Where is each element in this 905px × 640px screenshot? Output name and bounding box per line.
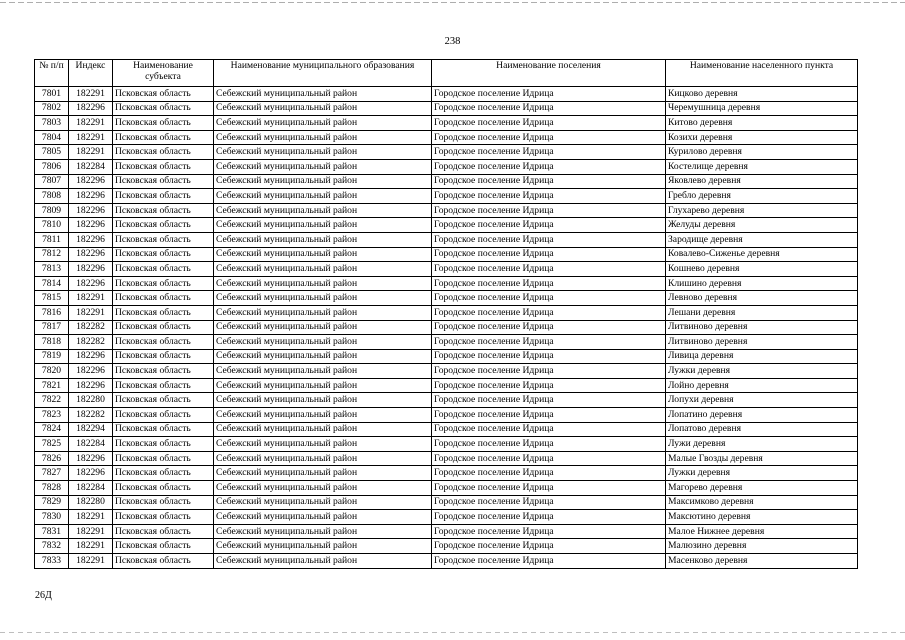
cell-number: 7814	[35, 276, 69, 291]
cell-locality: Малюзино деревня	[666, 539, 858, 554]
cell-number: 7815	[35, 291, 69, 306]
cell-settlement: Городское поселение Идрица	[432, 408, 666, 423]
table-row	[35, 101, 858, 116]
cell-municipality: Себежский муниципальный район	[214, 335, 432, 350]
cell-settlement: Городское поселение Идрица	[432, 364, 666, 379]
cell-number: 7818	[35, 335, 69, 350]
cell-subject: Псковская область	[113, 247, 214, 262]
header-settlement: Наименование поселения	[432, 60, 666, 87]
cell-subject: Псковская область	[113, 87, 214, 102]
table-row	[35, 539, 858, 554]
cell-locality: Ковалево-Сиженье деревня	[666, 247, 858, 262]
table-row	[35, 524, 858, 539]
cell-subject: Псковская область	[113, 451, 214, 466]
cell-index: 182296	[69, 378, 113, 393]
cell-locality: Зародище деревня	[666, 232, 858, 247]
table-row	[35, 159, 858, 174]
cell-settlement: Городское поселение Идрица	[432, 320, 666, 335]
cell-locality: Козихи деревня	[666, 130, 858, 145]
cell-municipality: Себежский муниципальный район	[214, 393, 432, 408]
cell-subject: Псковская область	[113, 159, 214, 174]
cell-index: 182291	[69, 130, 113, 145]
cell-settlement: Городское поселение Идрица	[432, 554, 666, 569]
table-row	[35, 291, 858, 306]
cell-number: 7824	[35, 422, 69, 437]
cell-index: 182284	[69, 437, 113, 452]
cell-number: 7807	[35, 174, 69, 189]
cell-subject: Псковская область	[113, 232, 214, 247]
header-subject: Наименование субъекта	[113, 60, 214, 87]
table-row	[35, 87, 858, 102]
cell-number: 7812	[35, 247, 69, 262]
cell-settlement: Городское поселение Идрица	[432, 349, 666, 364]
cell-locality: Клишино деревня	[666, 276, 858, 291]
cell-settlement: Городское поселение Идрица	[432, 276, 666, 291]
cell-municipality: Себежский муниципальный район	[214, 218, 432, 233]
cell-subject: Псковская область	[113, 262, 214, 277]
cell-index: 182296	[69, 349, 113, 364]
cell-settlement: Городское поселение Идрица	[432, 539, 666, 554]
cell-settlement: Городское поселение Идрица	[432, 466, 666, 481]
cell-settlement: Городское поселение Идрица	[432, 218, 666, 233]
cell-subject: Псковская область	[113, 378, 214, 393]
cell-municipality: Себежский муниципальный район	[214, 101, 432, 116]
cell-settlement: Городское поселение Идрица	[432, 495, 666, 510]
cell-municipality: Себежский муниципальный район	[214, 466, 432, 481]
scan-border-top	[0, 2, 905, 3]
cell-index: 182280	[69, 495, 113, 510]
cell-subject: Псковская область	[113, 291, 214, 306]
cell-municipality: Себежский муниципальный район	[214, 130, 432, 145]
cell-subject: Псковская область	[113, 305, 214, 320]
cell-locality: Яковлево деревня	[666, 174, 858, 189]
cell-number: 7804	[35, 130, 69, 145]
cell-locality: Костелище деревня	[666, 159, 858, 174]
cell-number: 7819	[35, 349, 69, 364]
cell-locality: Масенково деревня	[666, 554, 858, 569]
cell-index: 182291	[69, 87, 113, 102]
table-row	[35, 451, 858, 466]
cell-index: 182294	[69, 422, 113, 437]
header-municipality: Наименование муниципального образования	[214, 60, 432, 87]
cell-settlement: Городское поселение Идрица	[432, 87, 666, 102]
cell-index: 182296	[69, 247, 113, 262]
cell-number: 7830	[35, 510, 69, 525]
cell-subject: Псковская область	[113, 145, 214, 160]
cell-municipality: Себежский муниципальный район	[214, 510, 432, 525]
header-index: Индекс	[69, 60, 113, 87]
cell-index: 182291	[69, 524, 113, 539]
cell-locality: Китово деревня	[666, 116, 858, 131]
cell-index: 182296	[69, 276, 113, 291]
table-row	[35, 189, 858, 204]
cell-locality: Левново деревня	[666, 291, 858, 306]
cell-index: 182291	[69, 116, 113, 131]
cell-municipality: Себежский муниципальный район	[214, 247, 432, 262]
cell-municipality: Себежский муниципальный район	[214, 349, 432, 364]
cell-index: 182296	[69, 189, 113, 204]
cell-locality: Лужки деревня	[666, 466, 858, 481]
cell-locality: Глухарево деревня	[666, 203, 858, 218]
cell-subject: Псковская область	[113, 539, 214, 554]
cell-locality: Ливица деревня	[666, 349, 858, 364]
cell-number: 7802	[35, 101, 69, 116]
cell-municipality: Себежский муниципальный район	[214, 554, 432, 569]
cell-settlement: Городское поселение Идрица	[432, 130, 666, 145]
cell-locality: Максютино деревня	[666, 510, 858, 525]
cell-number: 7831	[35, 524, 69, 539]
cell-subject: Псковская область	[113, 218, 214, 233]
table-row	[35, 408, 858, 423]
table-row	[35, 481, 858, 496]
cell-index: 182296	[69, 451, 113, 466]
cell-subject: Псковская область	[113, 437, 214, 452]
cell-index: 182291	[69, 291, 113, 306]
cell-municipality: Себежский муниципальный район	[214, 87, 432, 102]
cell-municipality: Себежский муниципальный район	[214, 232, 432, 247]
cell-municipality: Себежский муниципальный район	[214, 291, 432, 306]
cell-locality: Кошнево деревня	[666, 262, 858, 277]
table-row	[35, 130, 858, 145]
cell-number: 7821	[35, 378, 69, 393]
table-row	[35, 364, 858, 379]
cell-municipality: Себежский муниципальный район	[214, 539, 432, 554]
table-row	[35, 218, 858, 233]
cell-number: 7806	[35, 159, 69, 174]
table-row	[35, 203, 858, 218]
cell-number: 7817	[35, 320, 69, 335]
cell-subject: Псковская область	[113, 189, 214, 204]
cell-settlement: Городское поселение Идрица	[432, 203, 666, 218]
cell-settlement: Городское поселение Идрица	[432, 378, 666, 393]
cell-index: 182282	[69, 320, 113, 335]
cell-locality: Лопухи деревня	[666, 393, 858, 408]
cell-index: 182282	[69, 408, 113, 423]
cell-index: 182296	[69, 364, 113, 379]
cell-subject: Псковская область	[113, 422, 214, 437]
table-row	[35, 116, 858, 131]
cell-locality: Гребло деревня	[666, 189, 858, 204]
cell-settlement: Городское поселение Идрица	[432, 232, 666, 247]
cell-settlement: Городское поселение Идрица	[432, 174, 666, 189]
cell-number: 7808	[35, 189, 69, 204]
cell-settlement: Городское поселение Идрица	[432, 159, 666, 174]
cell-number: 7822	[35, 393, 69, 408]
cell-locality: Лопатово деревня	[666, 422, 858, 437]
table-row	[35, 174, 858, 189]
cell-number: 7803	[35, 116, 69, 131]
cell-index: 182291	[69, 539, 113, 554]
cell-locality: Лопатино деревня	[666, 408, 858, 423]
cell-subject: Псковская область	[113, 393, 214, 408]
cell-number: 7832	[35, 539, 69, 554]
cell-number: 7816	[35, 305, 69, 320]
cell-municipality: Себежский муниципальный район	[214, 422, 432, 437]
cell-number: 7829	[35, 495, 69, 510]
cell-locality: Черемушница деревня	[666, 101, 858, 116]
table-header-row	[35, 60, 858, 87]
cell-subject: Псковская область	[113, 320, 214, 335]
cell-settlement: Городское поселение Идрица	[432, 116, 666, 131]
cell-locality: Малые Гвозды деревня	[666, 451, 858, 466]
table-row	[35, 422, 858, 437]
cell-index: 182291	[69, 145, 113, 160]
cell-settlement: Городское поселение Идрица	[432, 291, 666, 306]
cell-number: 7801	[35, 87, 69, 102]
cell-municipality: Себежский муниципальный район	[214, 481, 432, 496]
cell-number: 7805	[35, 145, 69, 160]
cell-settlement: Городское поселение Идрица	[432, 437, 666, 452]
cell-settlement: Городское поселение Идрица	[432, 510, 666, 525]
cell-municipality: Себежский муниципальный район	[214, 276, 432, 291]
cell-subject: Псковская область	[113, 130, 214, 145]
table-body	[35, 87, 858, 569]
cell-settlement: Городское поселение Идрица	[432, 422, 666, 437]
header-locality: Наименование населенного пункта	[666, 60, 858, 87]
page-number: 238	[444, 36, 461, 47]
cell-settlement: Городское поселение Идрица	[432, 393, 666, 408]
cell-index: 182284	[69, 481, 113, 496]
table-row	[35, 393, 858, 408]
table-row	[35, 320, 858, 335]
cell-settlement: Городское поселение Идрица	[432, 305, 666, 320]
table-row	[35, 335, 858, 350]
cell-subject: Псковская область	[113, 349, 214, 364]
cell-index: 182296	[69, 203, 113, 218]
cell-locality: Кицково деревня	[666, 87, 858, 102]
cell-municipality: Себежский муниципальный район	[214, 495, 432, 510]
cell-subject: Псковская область	[113, 524, 214, 539]
cell-subject: Псковская область	[113, 481, 214, 496]
footer-code: 26Д	[35, 590, 52, 601]
cell-locality: Лешани деревня	[666, 305, 858, 320]
cell-index: 182280	[69, 393, 113, 408]
cell-municipality: Себежский муниципальный район	[214, 203, 432, 218]
cell-settlement: Городское поселение Идрица	[432, 145, 666, 160]
cell-number: 7811	[35, 232, 69, 247]
table-row	[35, 276, 858, 291]
cell-index: 182291	[69, 305, 113, 320]
cell-municipality: Себежский муниципальный район	[214, 145, 432, 160]
table-row	[35, 466, 858, 481]
cell-subject: Псковская область	[113, 203, 214, 218]
cell-number: 7828	[35, 481, 69, 496]
table-row	[35, 554, 858, 569]
cell-number: 7813	[35, 262, 69, 277]
cell-index: 182296	[69, 232, 113, 247]
header-number: № п/п	[35, 60, 69, 87]
cell-subject: Псковская область	[113, 276, 214, 291]
cell-index: 182291	[69, 554, 113, 569]
cell-number: 7833	[35, 554, 69, 569]
cell-index: 182296	[69, 174, 113, 189]
cell-subject: Псковская область	[113, 364, 214, 379]
cell-settlement: Городское поселение Идрица	[432, 189, 666, 204]
table-row	[35, 510, 858, 525]
cell-municipality: Себежский муниципальный район	[214, 451, 432, 466]
cell-municipality: Себежский муниципальный район	[214, 159, 432, 174]
cell-number: 7823	[35, 408, 69, 423]
cell-number: 7809	[35, 203, 69, 218]
cell-municipality: Себежский муниципальный район	[214, 437, 432, 452]
cell-locality: Желуды деревня	[666, 218, 858, 233]
cell-index: 182291	[69, 510, 113, 525]
cell-settlement: Городское поселение Идрица	[432, 524, 666, 539]
cell-locality: Малое Нижнее деревня	[666, 524, 858, 539]
cell-locality: Лойно деревня	[666, 378, 858, 393]
table-row	[35, 247, 858, 262]
cell-index: 182282	[69, 335, 113, 350]
table-row	[35, 495, 858, 510]
table-row	[35, 305, 858, 320]
cell-locality: Литвиново деревня	[666, 320, 858, 335]
cell-settlement: Городское поселение Идрица	[432, 247, 666, 262]
cell-subject: Псковская область	[113, 495, 214, 510]
cell-municipality: Себежский муниципальный район	[214, 189, 432, 204]
cell-subject: Псковская область	[113, 554, 214, 569]
cell-number: 7820	[35, 364, 69, 379]
cell-municipality: Себежский муниципальный район	[214, 364, 432, 379]
cell-index: 182296	[69, 101, 113, 116]
cell-subject: Псковская область	[113, 408, 214, 423]
cell-number: 7826	[35, 451, 69, 466]
table-row	[35, 349, 858, 364]
cell-number: 7825	[35, 437, 69, 452]
cell-index: 182296	[69, 262, 113, 277]
cell-settlement: Городское поселение Идрица	[432, 101, 666, 116]
cell-municipality: Себежский муниципальный район	[214, 174, 432, 189]
table-row	[35, 232, 858, 247]
settlements-table	[34, 59, 858, 569]
cell-subject: Псковская область	[113, 116, 214, 131]
cell-settlement: Городское поселение Идрица	[432, 451, 666, 466]
cell-index: 182296	[69, 466, 113, 481]
cell-settlement: Городское поселение Идрица	[432, 262, 666, 277]
cell-index: 182296	[69, 218, 113, 233]
cell-settlement: Городское поселение Идрица	[432, 335, 666, 350]
cell-number: 7827	[35, 466, 69, 481]
cell-subject: Псковская область	[113, 101, 214, 116]
table-row	[35, 262, 858, 277]
cell-municipality: Себежский муниципальный район	[214, 408, 432, 423]
cell-municipality: Себежский муниципальный район	[214, 262, 432, 277]
cell-number: 7810	[35, 218, 69, 233]
cell-locality: Лужи деревня	[666, 437, 858, 452]
cell-settlement: Городское поселение Идрица	[432, 481, 666, 496]
table-row	[35, 378, 858, 393]
cell-municipality: Себежский муниципальный район	[214, 116, 432, 131]
cell-locality: Лужки деревня	[666, 364, 858, 379]
cell-locality: Магорево деревня	[666, 481, 858, 496]
cell-subject: Псковская область	[113, 510, 214, 525]
cell-subject: Псковская область	[113, 466, 214, 481]
cell-municipality: Себежский муниципальный район	[214, 320, 432, 335]
cell-municipality: Себежский муниципальный район	[214, 378, 432, 393]
table-row	[35, 145, 858, 160]
cell-municipality: Себежский муниципальный район	[214, 524, 432, 539]
cell-locality: Максимково деревня	[666, 495, 858, 510]
cell-municipality: Себежский муниципальный район	[214, 305, 432, 320]
cell-locality: Литвиново деревня	[666, 335, 858, 350]
table-row	[35, 437, 858, 452]
cell-subject: Псковская область	[113, 174, 214, 189]
cell-subject: Псковская область	[113, 335, 214, 350]
cell-locality: Курилово деревня	[666, 145, 858, 160]
cell-index: 182284	[69, 159, 113, 174]
scan-border-bottom	[0, 632, 905, 633]
